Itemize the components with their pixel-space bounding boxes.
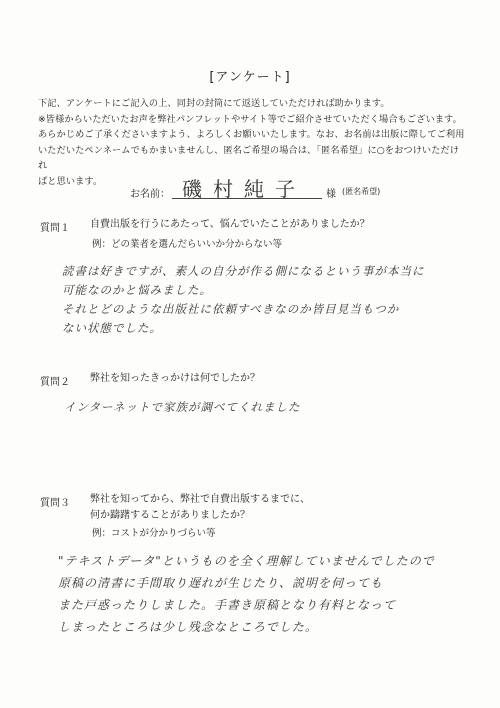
intro-line: ※皆様からいただいたお声を弊社パンフレットやサイト等でご紹介させていただく場合もございます。 bbox=[38, 113, 462, 125]
answer-1-line: それとどのような出版社に依頼すべきなのか皆目見当もつか bbox=[62, 302, 400, 316]
intro-line: いただいたペンネームでもかまいませんし、匿名ご希望の場合は、「匿名希望」に○をおつけいただけれ bbox=[38, 144, 460, 171]
name-label: お名前： bbox=[130, 189, 170, 200]
question-3-text bbox=[90, 492, 310, 524]
answer-3 bbox=[58, 550, 488, 638]
question-2-number: 質問２ bbox=[40, 377, 70, 388]
answer-3-line: また戸惑ったりしました。手書き原稿となり有料となって bbox=[58, 598, 397, 612]
question-3-text-line: 弊社を知ってから、弊社で自費出版するまでに、 bbox=[90, 494, 310, 505]
question-3-text-line: 何か躊躇することがありましたか？ bbox=[90, 510, 250, 521]
question-1-example: 例：どの業者を選んだらいいか分からない等 bbox=[92, 239, 283, 250]
question-2-text: 弊社を知ったきっかけは何でしたか？ bbox=[90, 373, 260, 384]
answer-1-line: 読書は好きですが、素人の自分が作る側になるという事が本当に bbox=[62, 264, 425, 278]
answer-2 bbox=[64, 398, 484, 417]
name-underline bbox=[172, 198, 322, 199]
anonymous-note: (匿名希望) bbox=[342, 187, 381, 196]
question-3-example: 例：コストが分かりづらい等 bbox=[92, 528, 216, 539]
name-row bbox=[130, 171, 430, 199]
question-1-text: 自費出版を行うにあたって、悩んでいたことがありましたか？ bbox=[90, 219, 370, 230]
answer-1-line: 可能なのかと悩みました。 bbox=[62, 283, 212, 297]
form-title: [アンケート] bbox=[209, 70, 291, 85]
name-value: 磯村純子 bbox=[182, 177, 306, 201]
question-1-number: 質問１ bbox=[40, 223, 70, 234]
question-3-number: 質問３ bbox=[40, 498, 70, 509]
answer-3-line: "テキストデータ"というものを全く理解していませんでしたので bbox=[58, 554, 435, 568]
intro-line: 下記、アンケートにご記入の上、同封の封筒にて返送していただければ助かります。 bbox=[38, 98, 390, 109]
answer-3-line: しまったところは少し残念なところでした。 bbox=[58, 620, 318, 634]
answer-3-line: 原稿の清書に手間取り遅れが生じたり、説明を伺っても bbox=[58, 576, 384, 590]
answer-1-line: ない状態でした。 bbox=[62, 321, 162, 335]
intro-line: ばと思います。 bbox=[38, 175, 103, 187]
intro-line: あらかじめご了承くださいますよう、よろしくお願いいたします。なお、お名前は出版に際してご利用 bbox=[38, 129, 465, 140]
answer-1 bbox=[62, 262, 482, 338]
answer-2-line: インターネットで家族が調べてくれました bbox=[64, 400, 301, 414]
name-suffix: 様 bbox=[326, 189, 336, 200]
